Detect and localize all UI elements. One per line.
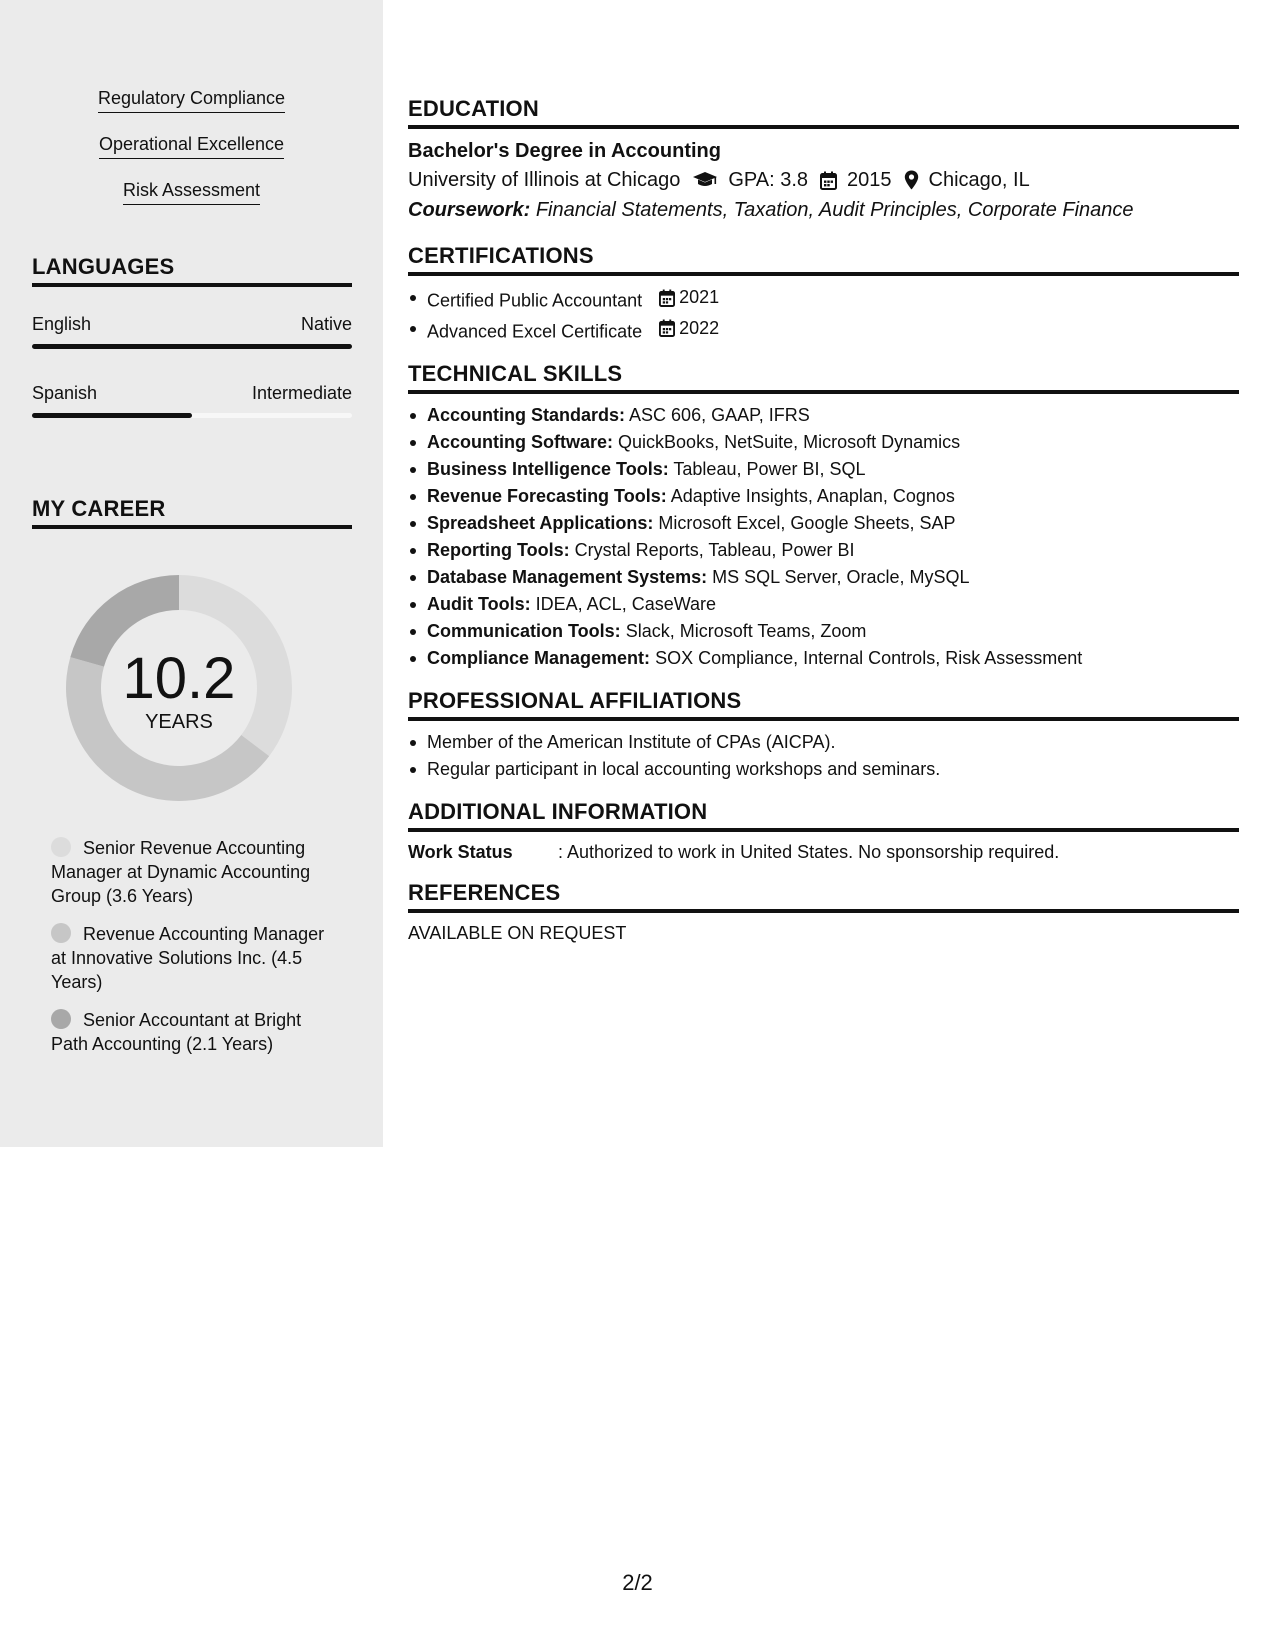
- affiliations-section: [408, 688, 1239, 783]
- career-legend-item: [51, 836, 341, 908]
- skill-item: [408, 645, 1239, 672]
- language-bar-fill: [32, 344, 352, 349]
- career-total: [66, 648, 292, 734]
- skill-values: Microsoft Excel, Google Sheets, SAP: [658, 513, 956, 533]
- career-label: Senior Revenue Accounting Manager at Dynamic Accounting Group (3.6 Years): [51, 838, 311, 906]
- certifications-section: [408, 243, 1239, 345]
- certifications-heading: CERTIFICATIONS: [408, 243, 1239, 276]
- skill-values: Adaptive Insights, Anaplan, Cognos: [670, 486, 955, 506]
- skill-category: Database Management Systems:: [427, 567, 708, 587]
- affiliation-item: Member of the American Institute of CPAs (AICPA).: [408, 729, 1239, 756]
- skill-category: Revenue Forecasting Tools:: [427, 486, 667, 506]
- certifications-list: [408, 284, 1239, 345]
- skill-category: Compliance Management:: [427, 648, 651, 668]
- skill-item: [408, 402, 1239, 429]
- skill-category: Accounting Standards:: [427, 405, 626, 425]
- coursework-list: Financial Statements, Taxation, Audit Principles, Corporate Finance: [535, 199, 1134, 221]
- sidebar: [0, 0, 383, 1147]
- language-bar-fill: [32, 413, 192, 418]
- language-bar: [32, 344, 352, 349]
- graduation-cap-icon: [692, 171, 718, 189]
- career-label: Senior Accountant at Bright Path Accounting (2.1 Years): [51, 1010, 302, 1054]
- work-status-value: : Authorized to work in United States. No sponsorship required.: [558, 842, 1060, 862]
- career-total-unit: YEARS: [145, 711, 213, 733]
- technical-skills-heading: TECHNICAL SKILLS: [408, 361, 1239, 394]
- skill-values: ASC 606, GAAP, IFRS: [629, 405, 810, 425]
- main-content: [408, 96, 1239, 945]
- skill-category: Reporting Tools:: [427, 540, 570, 560]
- gpa: GPA: 3.8: [728, 169, 809, 191]
- certification-name: Certified Public Accountant: [427, 290, 643, 311]
- career-legend: [51, 836, 341, 1070]
- education-heading: EDUCATION: [408, 96, 1239, 129]
- career-label: Revenue Accounting Manager at Innovative Solutions Inc. (4.5 Years): [51, 924, 325, 992]
- skill-tag: Operational Excellence: [99, 132, 284, 159]
- calendar-icon: [659, 319, 675, 337]
- certification-item: [408, 315, 1239, 346]
- certification-year: 2021: [679, 287, 720, 307]
- page-number: 2/2: [622, 1570, 653, 1595]
- graduation-year: 2015: [847, 169, 892, 191]
- skill-values: SOX Compliance, Internal Controls, Risk Assessment: [655, 648, 1083, 668]
- skill-values: IDEA, ACL, CaseWare: [535, 594, 717, 614]
- affiliations-list: [408, 729, 1239, 783]
- skill-values: Slack, Microsoft Teams, Zoom: [625, 621, 867, 641]
- career-legend-item: [51, 922, 341, 994]
- language-name: Spanish: [32, 383, 98, 403]
- skill-tag: Risk Assessment: [123, 178, 260, 205]
- skill-item: [408, 591, 1239, 618]
- school-location: Chicago, IL: [928, 169, 1030, 191]
- career-total-value: 10.2: [122, 646, 236, 711]
- additional-info-section: [408, 799, 1239, 864]
- language-bar: [32, 413, 352, 418]
- skill-item: [408, 483, 1239, 510]
- skill-category: Business Intelligence Tools:: [427, 459, 669, 479]
- coursework-label: Coursework:: [408, 199, 531, 221]
- skill-values: Tableau, Power BI, SQL: [673, 459, 866, 479]
- work-status-label: Work Status: [408, 842, 513, 862]
- skill-item: [408, 564, 1239, 591]
- skill-item: [408, 456, 1239, 483]
- affiliations-heading: PROFESSIONAL AFFILIATIONS: [408, 688, 1239, 721]
- skill-item: [408, 618, 1239, 645]
- work-status: [408, 840, 1239, 864]
- language-item: [32, 312, 352, 349]
- references-heading: REFERENCES: [408, 880, 1239, 913]
- references-text: AVAILABLE ON REQUEST: [408, 923, 627, 943]
- coursework: [408, 195, 1239, 225]
- school-name: University of Illinois at Chicago: [408, 169, 681, 191]
- skill-category: Audit Tools:: [427, 594, 531, 614]
- language-level: Native: [300, 314, 352, 334]
- map-pin-icon: [904, 170, 919, 190]
- technical-skills-list: [408, 402, 1239, 672]
- language-item: [32, 381, 352, 418]
- legend-dot: [51, 1009, 71, 1029]
- language-name: English: [32, 314, 92, 334]
- skill-category: Communication Tools:: [427, 621, 621, 641]
- certification-year: 2022: [679, 317, 720, 338]
- calendar-icon: [659, 289, 675, 307]
- languages-heading: LANGUAGES: [32, 254, 352, 287]
- education-meta: [408, 165, 1239, 195]
- calendar-icon: [820, 171, 837, 190]
- technical-skills-section: [408, 361, 1239, 672]
- legend-dot: [51, 837, 71, 857]
- education-section: [408, 96, 1239, 225]
- skill-item: [408, 510, 1239, 537]
- certification-name: Advanced Excel Certificate: [427, 321, 643, 341]
- language-level: Intermediate: [251, 383, 352, 403]
- degree: Bachelor's Degree in Accounting: [408, 140, 721, 162]
- legend-dot: [51, 923, 71, 943]
- skill-values: Crystal Reports, Tableau, Power BI: [574, 540, 855, 560]
- skill-item: [408, 537, 1239, 564]
- additional-info-heading: ADDITIONAL INFORMATION: [408, 799, 1239, 832]
- skill-category: Accounting Software:: [427, 432, 614, 452]
- skill-tag: Regulatory Compliance: [98, 86, 285, 113]
- skills-list: [0, 86, 383, 224]
- references-section: [408, 880, 1239, 945]
- skill-values: QuickBooks, NetSuite, Microsoft Dynamics: [618, 432, 961, 452]
- career-legend-item: [51, 1008, 341, 1056]
- career-heading: MY CAREER: [32, 496, 352, 529]
- skill-category: Spreadsheet Applications:: [427, 513, 654, 533]
- certification-item: [408, 284, 1239, 315]
- affiliation-item: Regular participant in local accounting workshops and seminars.: [408, 756, 1239, 783]
- skill-item: [408, 429, 1239, 456]
- skill-values: MS SQL Server, Oracle, MySQL: [712, 567, 970, 587]
